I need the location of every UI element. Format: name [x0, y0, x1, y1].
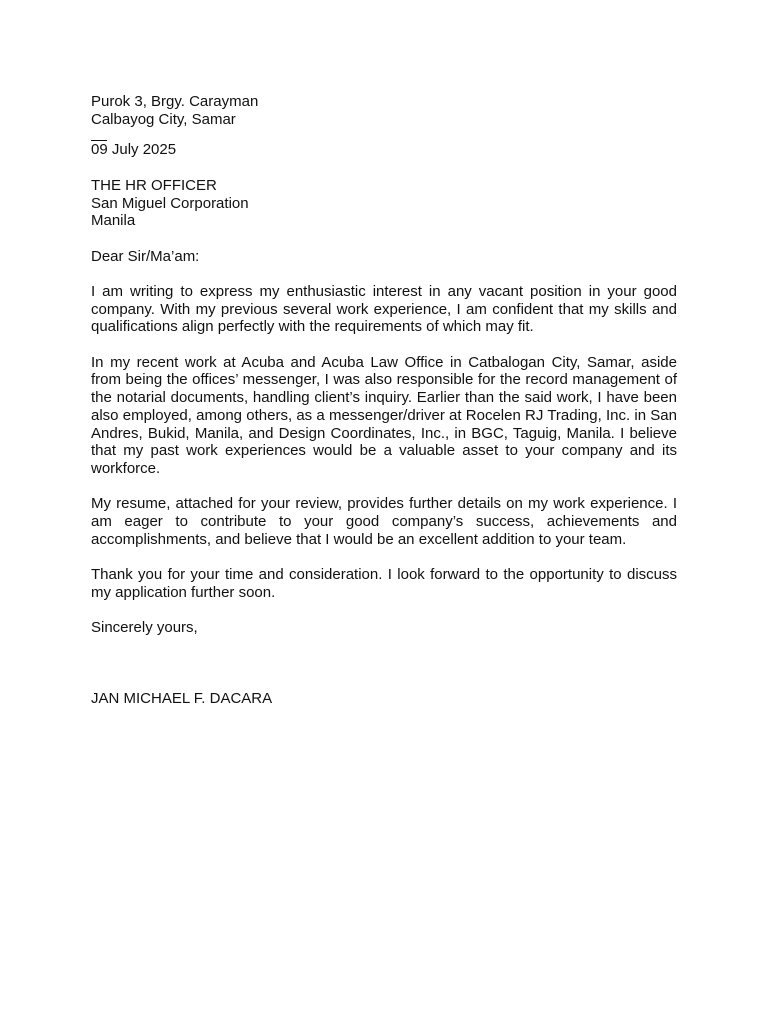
body-paragraph-2: In my recent work at Acuba and Acuba Law Office in Catbalogan City, Samar, aside from being the offices’ messenger, I was also responsible for the record management of the notarial documents, handling client’s inquiry. Earlier than the said work, I have been also employed, among others, as a messenger/driver at Rocelen RJ Trading, Inc. in San Andres, Bukid, Manila, and Design Coordinates, Inc., in BGC, Taguig, Manila. I believe that my past work experiences would be a valuable asset to your company and its workforce.: [91, 353, 677, 477]
body-paragraph-3: My resume, attached for your review, provides further details on my work experience. I am eager to contribute to your good company’s success, achievements and accomplishments, and believe that I would be an excellent addition to your team.: [91, 495, 677, 548]
recipient-city: Manila: [91, 212, 136, 230]
sender-address-line-2: Calbayog City, Samar: [91, 110, 236, 128]
recipient-address: [91, 177, 677, 230]
recipient-title: THE HR OFFICER: [91, 176, 217, 194]
body-paragraph-1: I am writing to express my enthusiastic interest in any vacant position in your good company. With my previous several work experience, I am confident that my skills and qualifications align perfectly with the requirements of which may fit.: [91, 282, 677, 336]
salutation: Dear Sir/Ma’am:: [91, 247, 200, 265]
letter-date: 09 July 2025: [91, 141, 177, 159]
closing: Sincerely yours,: [91, 619, 198, 637]
sender-address: [91, 93, 677, 128]
letter-content: [91, 93, 677, 708]
sender-address-line-1: Purok 3, Brgy. Carayman: [91, 93, 259, 110]
body-paragraph-4: Thank you for your time and consideration. I look forward to the opportunity to discuss my application further soon.: [91, 566, 677, 601]
recipient-company: San Miguel Corporation: [91, 194, 249, 212]
signatory-name: JAN MICHAEL F. DACARA: [91, 689, 273, 707]
